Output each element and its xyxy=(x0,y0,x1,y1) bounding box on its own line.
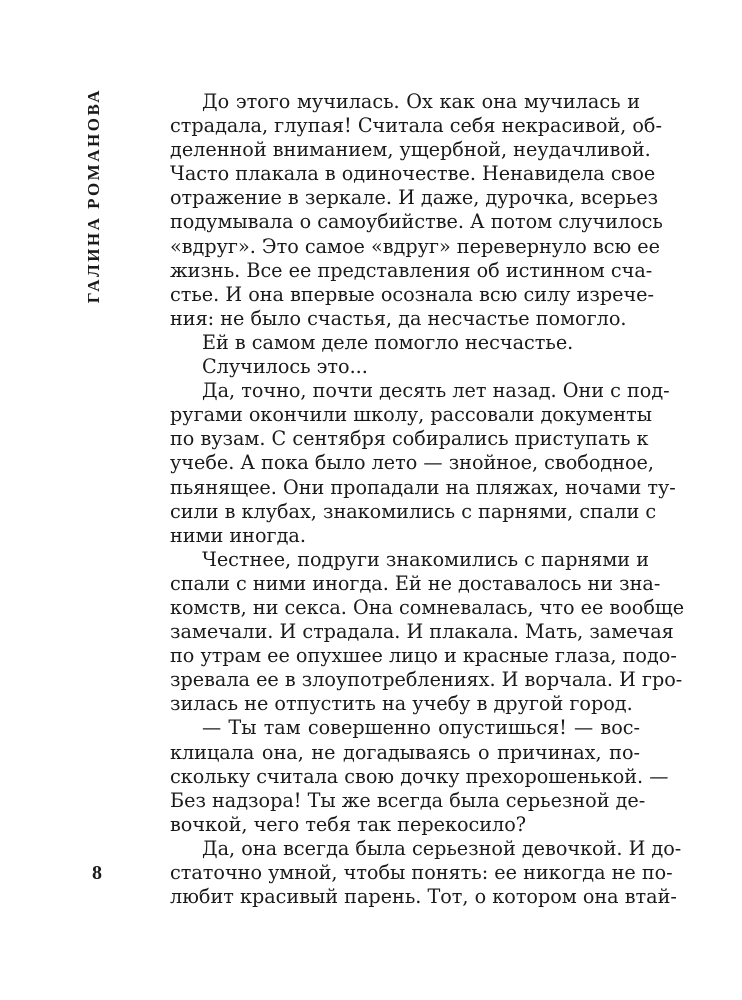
text-line: ругами окончили школу, рассовали документы xyxy=(170,403,653,427)
text-line: страдала, глупая! Считала себя некрасивой, об- xyxy=(170,114,662,138)
text-line: спали с ними иногда. Ей не доставалось ни зна- xyxy=(170,571,661,595)
text-line: зревала ее в злоупотреблениях. И ворчала. И гро- xyxy=(170,668,683,692)
text-line: жизнь. Все ее представления об истинном сча- xyxy=(170,258,653,282)
text-line: Ей в самом деле помогло несчастье. xyxy=(202,330,574,354)
text-line: сили в клубах, знакомились с парнями, спали с xyxy=(170,499,657,523)
text-line: ния: не было счастья, да несчастье помогло. xyxy=(170,306,627,330)
text-line: «вдруг». Это самое «вдруг» перевернуло всю ее xyxy=(170,234,661,258)
text-line: комств, ни секса. Она сомневалась, что ее вообще xyxy=(170,595,685,619)
text-line: замечали. И страдала. И плакала. Мать, замечая xyxy=(170,620,674,644)
text-line: Да, точно, почти десять лет назад. Они с под- xyxy=(202,379,670,403)
text-line: учебе. А пока было лето — знойное, свободное, xyxy=(170,451,654,475)
text-line: До этого мучилась. Ох как она мучилась и xyxy=(202,90,640,113)
text-line: Да, она всегда была серьезной девочкой. И до- xyxy=(202,836,682,860)
text-line: отражение в зеркале. И даже, дурочка, всерьез xyxy=(170,186,659,210)
page-number: 8 xyxy=(92,862,102,884)
text-line: любит красивый парень. Тот, о котором она втай- xyxy=(170,885,677,909)
text-line: деленной вниманием, ущербной, неудачливой. xyxy=(170,138,651,162)
text-line: — Ты там совершенно опустишься! — вос- xyxy=(202,716,640,740)
text-line: зилась не отпустить на учебу в другой город. xyxy=(170,692,633,716)
text-line: скольку считала свою дочку прехорошенькой. — xyxy=(170,764,669,788)
text-line: по утрам ее опухшее лицо и красные глаза, подо- xyxy=(170,644,677,668)
text-line: ними иногда. xyxy=(170,523,306,547)
text-line: стье. И она впервые осознала всю силу изрече- xyxy=(170,282,654,306)
text-line: подумывала о самоубийстве. А потом случилось xyxy=(170,210,663,234)
text-line: Честнее, подруги знакомились с парнями и xyxy=(202,547,649,571)
text-line: Без надзора! Ты же всегда была серьезной де- xyxy=(170,788,646,812)
text-line: статочно умной, чтобы понять: ее никогда не по- xyxy=(170,861,673,884)
text-line: Часто плакала в одиночестве. Ненавидела свое xyxy=(170,162,656,186)
text-line: клицала она, не догадываясь о причинах, по- xyxy=(170,740,640,764)
running-header-author: ГАЛИНА РОМАНОВА xyxy=(84,88,103,304)
text-line: пьянящее. Они пропадали на пляжах, ночами ту- xyxy=(170,475,676,499)
text-line: вочкой, чего тебя так перекосило? xyxy=(170,812,527,836)
text-line: по вузам. С сентября собирались приступать к xyxy=(170,427,649,451)
body-text xyxy=(170,90,685,909)
text-line: Случилось это... xyxy=(202,355,368,379)
